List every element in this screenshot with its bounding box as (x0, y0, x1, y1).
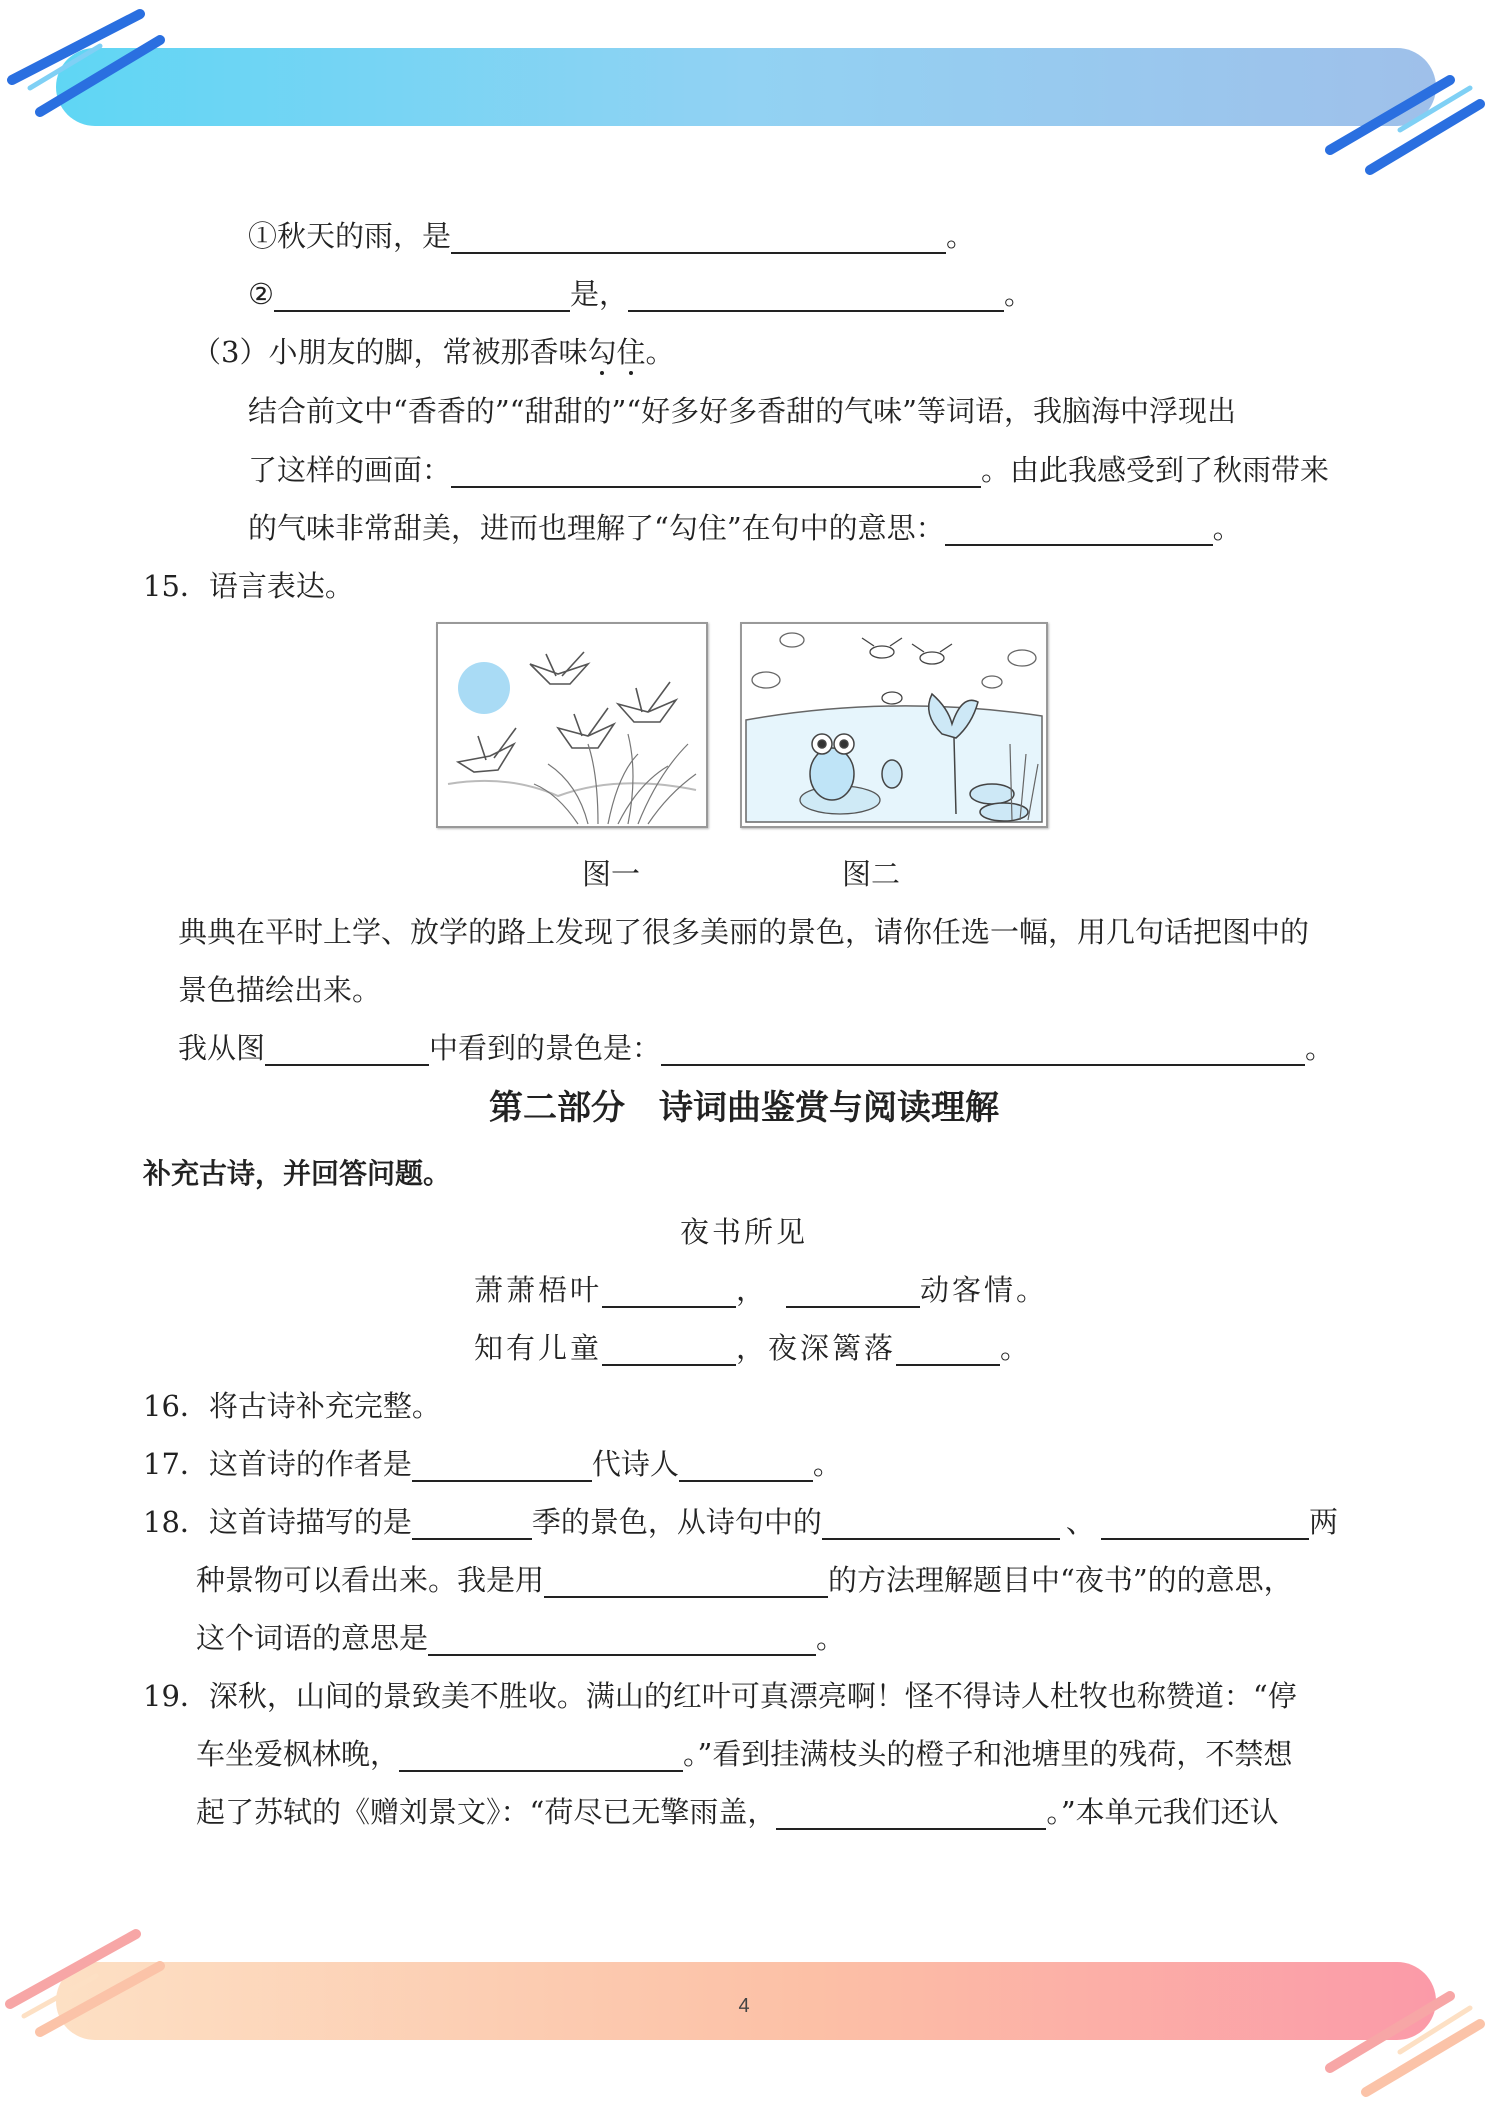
q19-line2: 车坐爱枫林晚， 。”看到挂满枝头的橙子和池塘里的残荷，不禁想 (196, 1737, 1293, 1771)
footer-stripes-left (0, 1920, 180, 2050)
answer-blank[interactable] (1101, 1506, 1309, 1540)
q14-line2: ② 是， 。 (248, 277, 1034, 311)
emphasis-char: 勾 (587, 335, 617, 369)
answer-blank[interactable] (428, 1622, 816, 1656)
page-number: 4 (738, 1995, 750, 2017)
q15-title: 15．语言表达。 (143, 569, 354, 603)
section-instruction: 补充古诗，并回答问题。 (143, 1157, 452, 1190)
answer-blank[interactable] (822, 1506, 1060, 1540)
q14-sub3: （3）小朋友的脚，常被那香味勾住。 (192, 335, 675, 369)
header-stripes-left (0, 0, 180, 140)
q14-para3: 的气味非常甜美，进而也理解了“勾住”在句中的意思： 。 (248, 511, 1242, 545)
answer-blank[interactable] (451, 454, 981, 488)
header-banner (56, 48, 1436, 126)
answer-blank[interactable] (544, 1564, 828, 1598)
answer-blank[interactable] (412, 1448, 592, 1482)
answer-blank[interactable] (451, 220, 946, 254)
q16: 16．将古诗补充完整。 (143, 1389, 441, 1423)
footer-stripes-right (1320, 1968, 1488, 2102)
answer-blank[interactable] (896, 1332, 1000, 1366)
q18-line1: 18．这首诗描写的是 季的景色，从诗句中的 、 两 (143, 1505, 1338, 1539)
answer-blank[interactable] (628, 278, 1004, 312)
q15-answer: 我从图 中看到的景色是： 。 (178, 1031, 1335, 1065)
answer-blank[interactable] (265, 1032, 429, 1066)
answer-blank[interactable] (399, 1738, 683, 1772)
q14-line1: ①秋天的雨，是 。 (248, 219, 976, 253)
q14-para2: 了这样的画面： 。由此我感受到了秋雨带来 (248, 453, 1330, 487)
caption-figure1: 图一 (582, 857, 641, 891)
q14-para1: 结合前文中“香香的”“甜甜的”“好多好多香甜的气味”等词语，我脑海中浮现出 (248, 394, 1236, 428)
poem-line2: 知有儿童 ，夜深篱落 。 (474, 1331, 1033, 1365)
q15-desc1: 典典在平时上学、放学的路上发现了很多美丽的景色，请你任选一幅，用几句话把图中的 (178, 915, 1310, 949)
section-heading: 第二部分 诗词曲鉴赏与阅读理解 (489, 1088, 999, 1128)
answer-blank[interactable] (776, 1796, 1046, 1830)
q15-desc2: 景色描绘出来。 (178, 973, 382, 1007)
q19-line3: 起了苏轼的《赠刘景文》：“荷尽已无擎雨盖， 。”本单元我们还认 (196, 1795, 1279, 1829)
poem-title: 夜书所见 (679, 1215, 808, 1249)
answer-blank[interactable] (602, 1332, 736, 1366)
picture-geese (436, 622, 708, 828)
caption-figure2: 图二 (842, 857, 901, 891)
q19-line1: 19．深秋，山间的景致美不胜收。满山的红叶可真漂亮啊！怪不得诗人杜牧也称赞道：“停 (143, 1679, 1297, 1713)
q18-line3: 这个词语的意思是 。 (196, 1621, 846, 1655)
answer-blank[interactable] (661, 1032, 1305, 1066)
q17: 17．这首诗的作者是 代诗人 。 (143, 1447, 842, 1481)
picture-frog-pond (740, 622, 1048, 828)
answer-blank[interactable] (412, 1506, 532, 1540)
q18-line2: 种景物可以看出来。我是用 的方法理解题目中“夜书”的的意思， (196, 1563, 1293, 1597)
answer-blank[interactable] (274, 278, 570, 312)
answer-blank[interactable] (679, 1448, 813, 1482)
answer-blank[interactable] (945, 512, 1213, 546)
answer-blank[interactable] (786, 1274, 920, 1308)
emphasis-char: 住 (616, 335, 646, 369)
header-stripes-right (1320, 60, 1488, 190)
poem-line1: 萧萧梧叶 ， 动客情。 (474, 1273, 1049, 1307)
answer-blank[interactable] (602, 1274, 736, 1308)
